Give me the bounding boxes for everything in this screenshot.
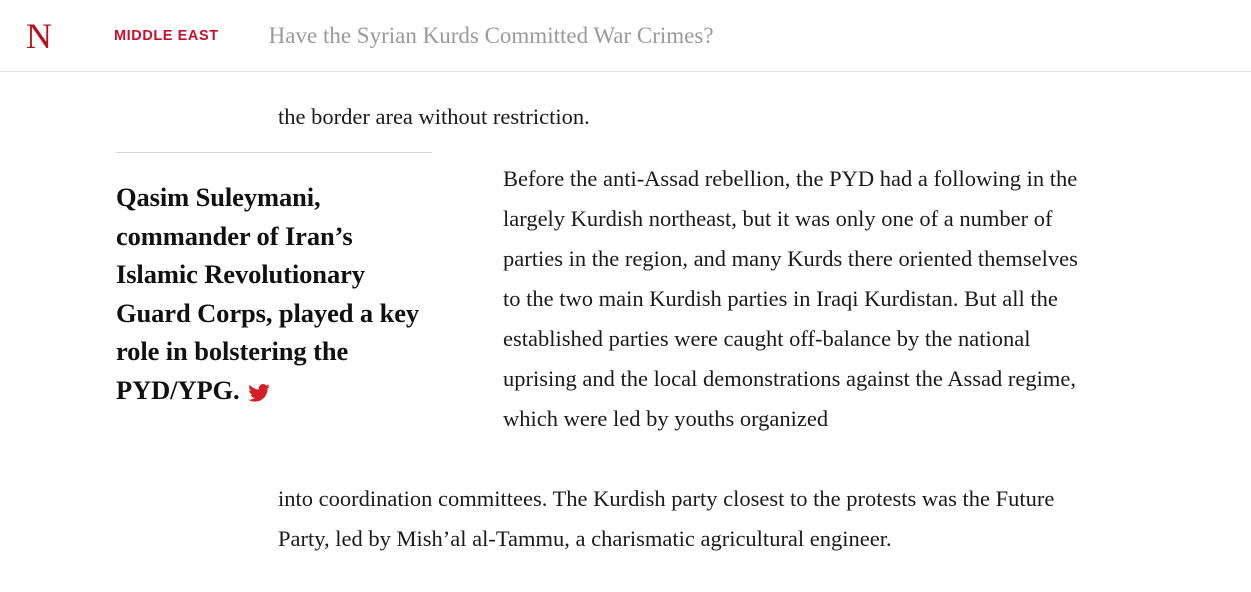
article-title-header[interactable]: Have the Syrian Kurds Committed War Crimes? (268, 22, 714, 48)
paragraph-pyd-background: Before the anti-Assad rebellion, the PYD had a following in the largely Kurdish northeast, but it was only one of a number of parties in the region, and many Kurds there oriented themselves to the two main Kurdish parties in Iraqi Kurdistan. But all the established parties were caught off-balance by the national uprising and the local demonstrations against the Assad regime, which were led by youths organized (503, 165, 1078, 431)
pullquote-divider (116, 152, 432, 153)
pullquote-label: Qasim Suleymani, commander of Iran’s Islamic Revolutionary Guard Corps, played a key role in bolstering the PYD/YPG. (116, 182, 420, 405)
section-label-middle-east[interactable]: MIDDLE EAST (114, 27, 219, 44)
pullquote-text (116, 178, 432, 412)
paragraph-future-party: into coordination committees. The Kurdish party closest to the protests was the Future Party, led by Mish’al al-Tammu, a charismatic agricultural engineer. (278, 485, 1055, 551)
nation-logo[interactable]: N (26, 15, 52, 56)
paragraph-continuation: the border area without restriction. (278, 103, 590, 129)
twitter-bird-icon[interactable] (248, 374, 270, 413)
pullquote-block (116, 152, 432, 412)
article-body (0, 72, 1251, 592)
site-header (0, 0, 1251, 72)
